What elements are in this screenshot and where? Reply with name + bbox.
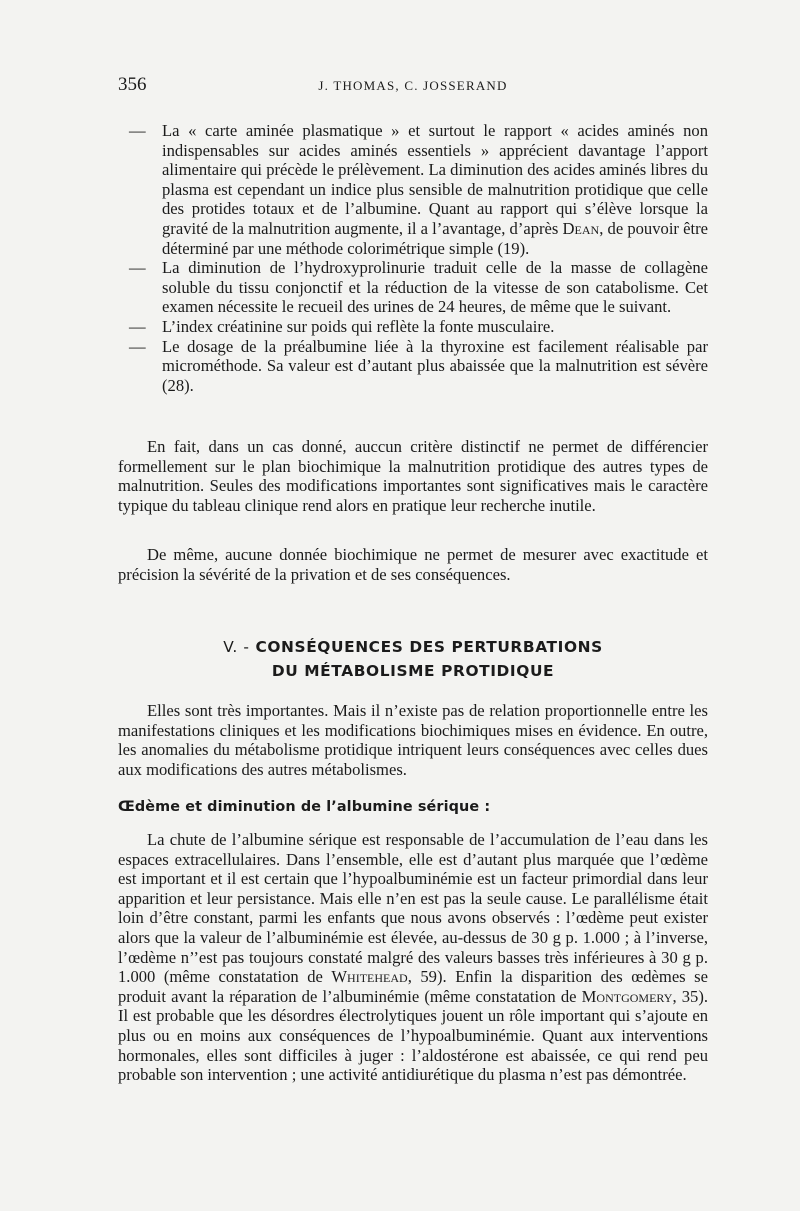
list-item	[118, 258, 708, 317]
list-item-text: La « carte aminée plasmatique » et surtout le rapport « acides aminés non indispensables sur acides aminés essentiels » apprécient davantage l’apport alimentaire qui précède le prélèvement. La diminution des acides aminés libres du plasma est cependant un indice plus sensible de malnutrition protidique que celle des protides totaux et de l’albumine. Quant au rapport qui s’élève lorsque la gravité de la malnutrition augmente, il a l’avantage, d’après	[162, 121, 708, 238]
list-item-text: Le dosage de la préalbumine liée à la thyroxine est facilement réalisable par microméthode. Sa valeur est d’autant plus abaissée que la malnutrition est sévère (28).	[162, 336, 708, 395]
section-number: V. -	[223, 638, 250, 656]
criteria-list	[118, 121, 708, 395]
section-title-text: CONSÉQUENCES DES PERTURBATIONS	[255, 638, 603, 656]
page-header	[118, 74, 708, 98]
running-head: J. THOMAS, C. JOSSERAND	[318, 78, 508, 93]
page-number: 356	[118, 74, 147, 95]
list-item	[118, 121, 708, 258]
paragraph-text: La chute de l’albumine sérique est responsable de l’accumulation de l’eau dans les espaces extracellulaires. Dans l’ensemble, elle est d’autant plus marquée que l’œdème est important et il est certain que l’hypoalbuminémie est un facteur primordial dans leur apparition et leur persistance. Mais elle n’en est pas la seule cause. Le parallélisme était loin d’être constant, parmi les enfants que nous avons observés : l’œdème peut exister alors que la valeur de l’albuminémie est élevée, au-dessus de 30 g p. 1.000 ; à l’inverse, l’œdème n’’est pas toujours constaté malgré des valeurs basses très inférieures à 30 g p. 1.000 (même constatation de	[118, 830, 708, 987]
list-dash: —	[129, 121, 146, 140]
list-dash: —	[129, 258, 146, 278]
subheading: Œdème et diminution de l’albumine sérique :	[118, 799, 491, 815]
author-citation: Dean	[562, 218, 600, 238]
list-dash: —	[129, 336, 146, 356]
list-item	[118, 337, 708, 396]
list-item	[118, 317, 708, 337]
paragraph: Elles sont très importantes. Mais il n’existe pas de relation proportionnelle entre les manifestations cliniques et les modifications biochimiques mises en évidence. En outre, les anomalies du métabolisme protidique intriquent leurs conséquences avec celles dues aux modifications des autres métabolismes.	[118, 701, 708, 779]
paragraph-text: , 35). Il est probable que les désordres électrolytiques jouent un rôle important qui s’ajoute en plus ou en moins aux conséquences de l’hypoalbuminémie. Quant aux interventions hormonales, elles sont difficiles à juger : l’aldostérone est abaissée, ce qui rend peu probable son intervention ; une activité antidiurétique du plasma n’est pas démontrée.	[118, 986, 708, 1085]
author-citation: Montgomery	[581, 986, 673, 1006]
list-item-text: L’index créatinine sur poids qui reflète la fonte musculaire.	[162, 316, 555, 336]
section-heading	[118, 635, 708, 683]
author-citation: Whitehead	[331, 967, 408, 987]
list-item-text: La diminution de l’hydroxyprolinurie traduit celle de la masse de collagène soluble du tissu conjonctif et la réduction de la vitesse de son catabolisme. Cet examen nécessite le recueil des urines de 24 heures, de même que le suivant.	[162, 258, 708, 317]
section-heading-line: DU MÉTABOLISME PROTIDIQUE	[271, 662, 555, 680]
paragraph: De même, aucune donnée biochimique ne permet de mesurer avec exactitude et précision la sévérité de la privation et de ses conséquences.	[118, 545, 708, 584]
section-heading-line	[118, 635, 708, 659]
list-item-text: , de pouvoir être déterminé par une méthode colorimétrique simple (19).	[162, 218, 708, 258]
paragraph	[118, 830, 708, 1085]
paragraph: En fait, dans un cas donné, auccun critère distinctif ne permet de différencier formellement sur le plan biochimique la malnutrition protidique des autres types de malnutrition. Seules des modifications importantes sont significatives mais le caractère typique du tableau clinique rend alors en pratique leur recherche inutile.	[118, 437, 708, 515]
paragraph-text: , 59). Enfin la disparition des œdèmes se produit avant la réparation de l’albuminémie (même constatation de	[118, 967, 708, 1006]
list-dash: —	[129, 316, 146, 336]
